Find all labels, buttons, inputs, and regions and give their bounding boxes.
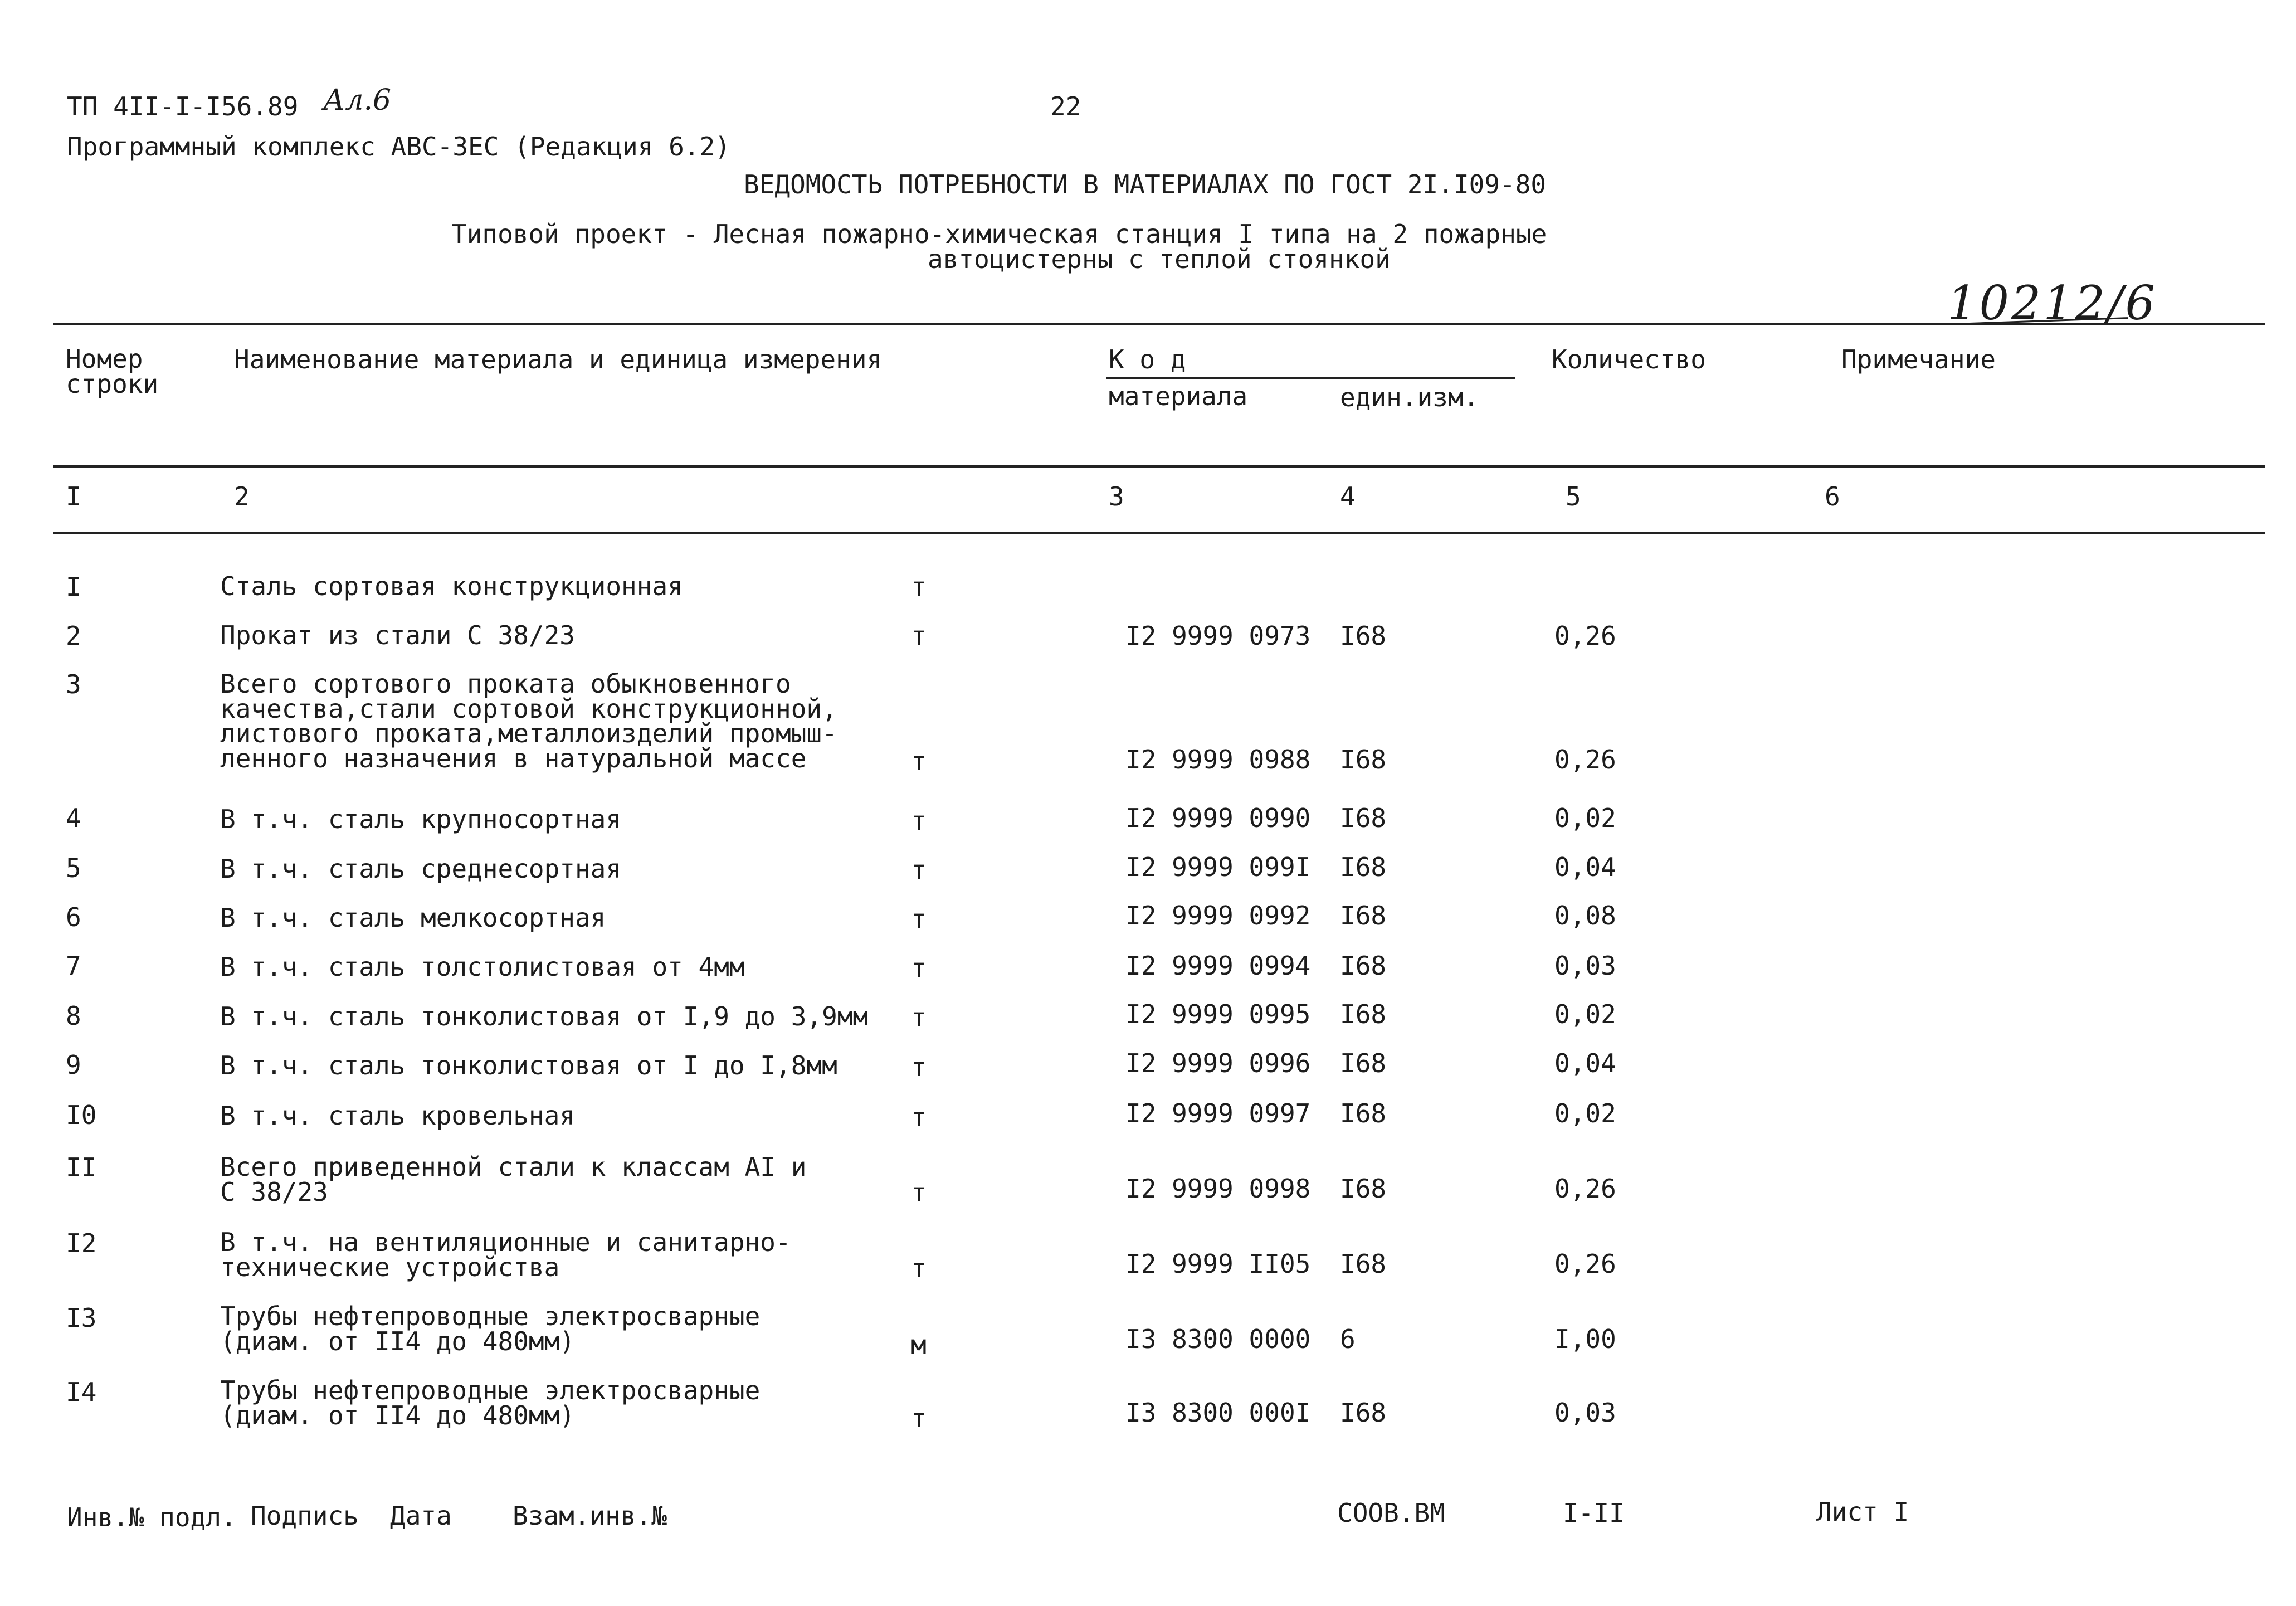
row-number: II: [66, 1152, 97, 1182]
row-unit: т: [911, 1002, 927, 1033]
row-name: В т.ч. сталь среднесортная: [220, 854, 622, 884]
row-name: Трубы нефтепроводные электросварные (диам. от II4 до 480мм): [220, 1301, 761, 1356]
row-unit: т: [911, 855, 927, 885]
row-number: I3: [66, 1303, 97, 1333]
row-name: Всего сортового проката обыкновенного качества,стали сортовой конструкционной, листового проката,металлоизделий промыш- ленного назначения в натуральной массе: [220, 669, 837, 773]
table-top-rule: [53, 323, 2265, 325]
row-unit-code: I68: [1340, 852, 1387, 882]
row-unit: т: [911, 904, 927, 934]
row-number: 6: [66, 902, 81, 932]
footer-date: Дата: [390, 1501, 452, 1531]
row-unit: т: [911, 806, 927, 836]
row-unit: т: [911, 1253, 927, 1283]
project-line-2: автоцистерны с теплой стоянкой: [928, 244, 1391, 274]
row-number: 9: [66, 1050, 81, 1080]
row-quantity: 0,26: [1554, 1174, 1616, 1204]
row-code: I2 9999 II05: [1125, 1249, 1311, 1279]
row-quantity: 0,04: [1554, 852, 1616, 882]
footer-inv-no: Инв.№ подл.: [67, 1502, 237, 1532]
row-number: 4: [66, 803, 81, 833]
row-name: В т.ч. сталь мелкосортная: [220, 903, 606, 933]
row-code: I2 9999 0994: [1125, 951, 1311, 981]
row-unit: т: [911, 746, 927, 776]
col-number-5: 5: [1566, 481, 1581, 512]
footer-doc-code: СООВ.ВМ: [1337, 1498, 1445, 1528]
row-number: 7: [66, 951, 81, 981]
row-code: I2 9999 0998: [1125, 1174, 1311, 1204]
footer-exchange-inv: Взам.инв.№: [513, 1501, 667, 1531]
row-code: I2 9999 0996: [1125, 1048, 1311, 1078]
row-quantity: 0,26: [1554, 1249, 1616, 1279]
row-number: 8: [66, 1001, 81, 1031]
col-number-1: I: [66, 481, 81, 512]
row-number: I: [66, 572, 81, 602]
row-unit-code: I68: [1340, 744, 1387, 775]
row-code: I3 8300 0000: [1125, 1324, 1311, 1354]
row-unit-code: I68: [1340, 951, 1387, 981]
software-line: Программный комплекс АВС-3ЕС (Редакция 6.2): [67, 132, 730, 162]
header-row-no: Номер строки: [66, 344, 159, 399]
row-number: I2: [66, 1228, 97, 1258]
footer-sheet: Лист I: [1816, 1497, 1909, 1527]
header-bottom-rule: [53, 465, 2265, 468]
row-quantity: 0,02: [1554, 1098, 1616, 1128]
col-number-4: 4: [1340, 481, 1356, 512]
row-code: I2 9999 0973: [1125, 621, 1311, 651]
row-unit-code: I68: [1340, 1249, 1387, 1279]
row-unit: т: [911, 572, 927, 602]
row-unit: т: [911, 1403, 927, 1433]
inventory-mark: 10212/6: [1947, 276, 2157, 330]
row-number: I4: [66, 1377, 97, 1407]
row-unit-code: I68: [1340, 621, 1387, 651]
row-unit-code: I68: [1340, 1048, 1387, 1078]
row-unit: т: [911, 1177, 927, 1208]
code-subrule: [1106, 377, 1515, 379]
row-code: I2 9999 0988: [1125, 744, 1311, 775]
row-unit-code: I68: [1340, 1098, 1387, 1128]
header-code: К о д: [1109, 344, 1186, 374]
header-name: Наименование материала и единица измерения: [234, 344, 883, 374]
row-name: Всего приведенной стали к классам АI и С 38/23: [220, 1152, 807, 1207]
row-name: Сталь сортовая конструкционная: [220, 571, 683, 601]
row-unit: т: [911, 1052, 927, 1082]
footer-signature: Подпись: [251, 1501, 359, 1531]
row-number: I0: [66, 1100, 97, 1130]
row-name: В т.ч. сталь кровельная: [220, 1101, 575, 1131]
row-name: Трубы нефтепроводные электросварные (диам. от II4 до 480мм): [220, 1375, 761, 1430]
row-name: В т.ч. сталь толстолистовая от 4мм: [220, 952, 745, 982]
album-mark: Ал.6: [323, 84, 392, 117]
row-unit: т: [911, 953, 927, 983]
row-quantity: 0,02: [1554, 803, 1616, 833]
row-number: 3: [66, 669, 81, 699]
row-quantity: 0,03: [1554, 951, 1616, 981]
project-line-1: Типовой проект - Лесная пожарно-химическая станция I типа на 2 пожарные: [451, 219, 1547, 249]
row-code: I2 9999 0997: [1125, 1098, 1311, 1128]
row-name: В т.ч. на вентиляционные и санитарно- технические устройства: [220, 1227, 791, 1282]
col-number-3: 3: [1109, 481, 1124, 512]
header-code-unit: един.изм.: [1340, 382, 1479, 412]
row-quantity: 0,03: [1554, 1398, 1616, 1428]
row-unit-code: I68: [1340, 803, 1387, 833]
row-name: В т.ч. сталь крупносортная: [220, 804, 622, 834]
row-quantity: 0,08: [1554, 901, 1616, 931]
page-number: 22: [1050, 91, 1081, 121]
row-code: I2 9999 0992: [1125, 901, 1311, 931]
row-unit-code: 6: [1340, 1324, 1356, 1354]
row-code: I3 8300 000I: [1125, 1398, 1311, 1428]
row-name: В т.ч. сталь тонколистовая от I до I,8мм: [220, 1050, 837, 1081]
row-name: Прокат из стали С 38/23: [220, 620, 575, 650]
numbers-bottom-rule: [53, 532, 2265, 534]
row-unit-code: I68: [1340, 1174, 1387, 1204]
row-unit: м: [911, 1330, 927, 1360]
row-quantity: 0,02: [1554, 999, 1616, 1029]
row-unit-code: I68: [1340, 1398, 1387, 1428]
footer-range: I-II: [1563, 1498, 1625, 1528]
row-name: В т.ч. сталь тонколистовая от I,9 до 3,9мм: [220, 1001, 869, 1031]
row-unit-code: I68: [1340, 901, 1387, 931]
document-title: ВЕДОМОСТЬ ПОТРЕБНОСТИ В МАТЕРИАЛАХ ПО ГОСТ 2I.I09-80: [744, 169, 1547, 199]
row-code: I2 9999 0990: [1125, 803, 1311, 833]
project-code: ТП 4II-I-I56.89: [67, 91, 299, 121]
row-unit: т: [911, 621, 927, 651]
header-note: Примечание: [1841, 344, 1996, 374]
header-quantity: Количество: [1552, 344, 1706, 374]
row-number: 5: [66, 853, 81, 883]
row-unit-code: I68: [1340, 999, 1387, 1029]
row-number: 2: [66, 621, 81, 651]
col-number-2: 2: [234, 481, 250, 512]
header-code-material: материала: [1109, 381, 1248, 411]
row-unit: т: [911, 1102, 927, 1132]
row-quantity: I,00: [1554, 1324, 1616, 1354]
row-quantity: 0,04: [1554, 1048, 1616, 1078]
row-code: I2 9999 099I: [1125, 852, 1311, 882]
col-number-6: 6: [1825, 481, 1840, 512]
row-quantity: 0,26: [1554, 744, 1616, 775]
row-quantity: 0,26: [1554, 621, 1616, 651]
row-code: I2 9999 0995: [1125, 999, 1311, 1029]
